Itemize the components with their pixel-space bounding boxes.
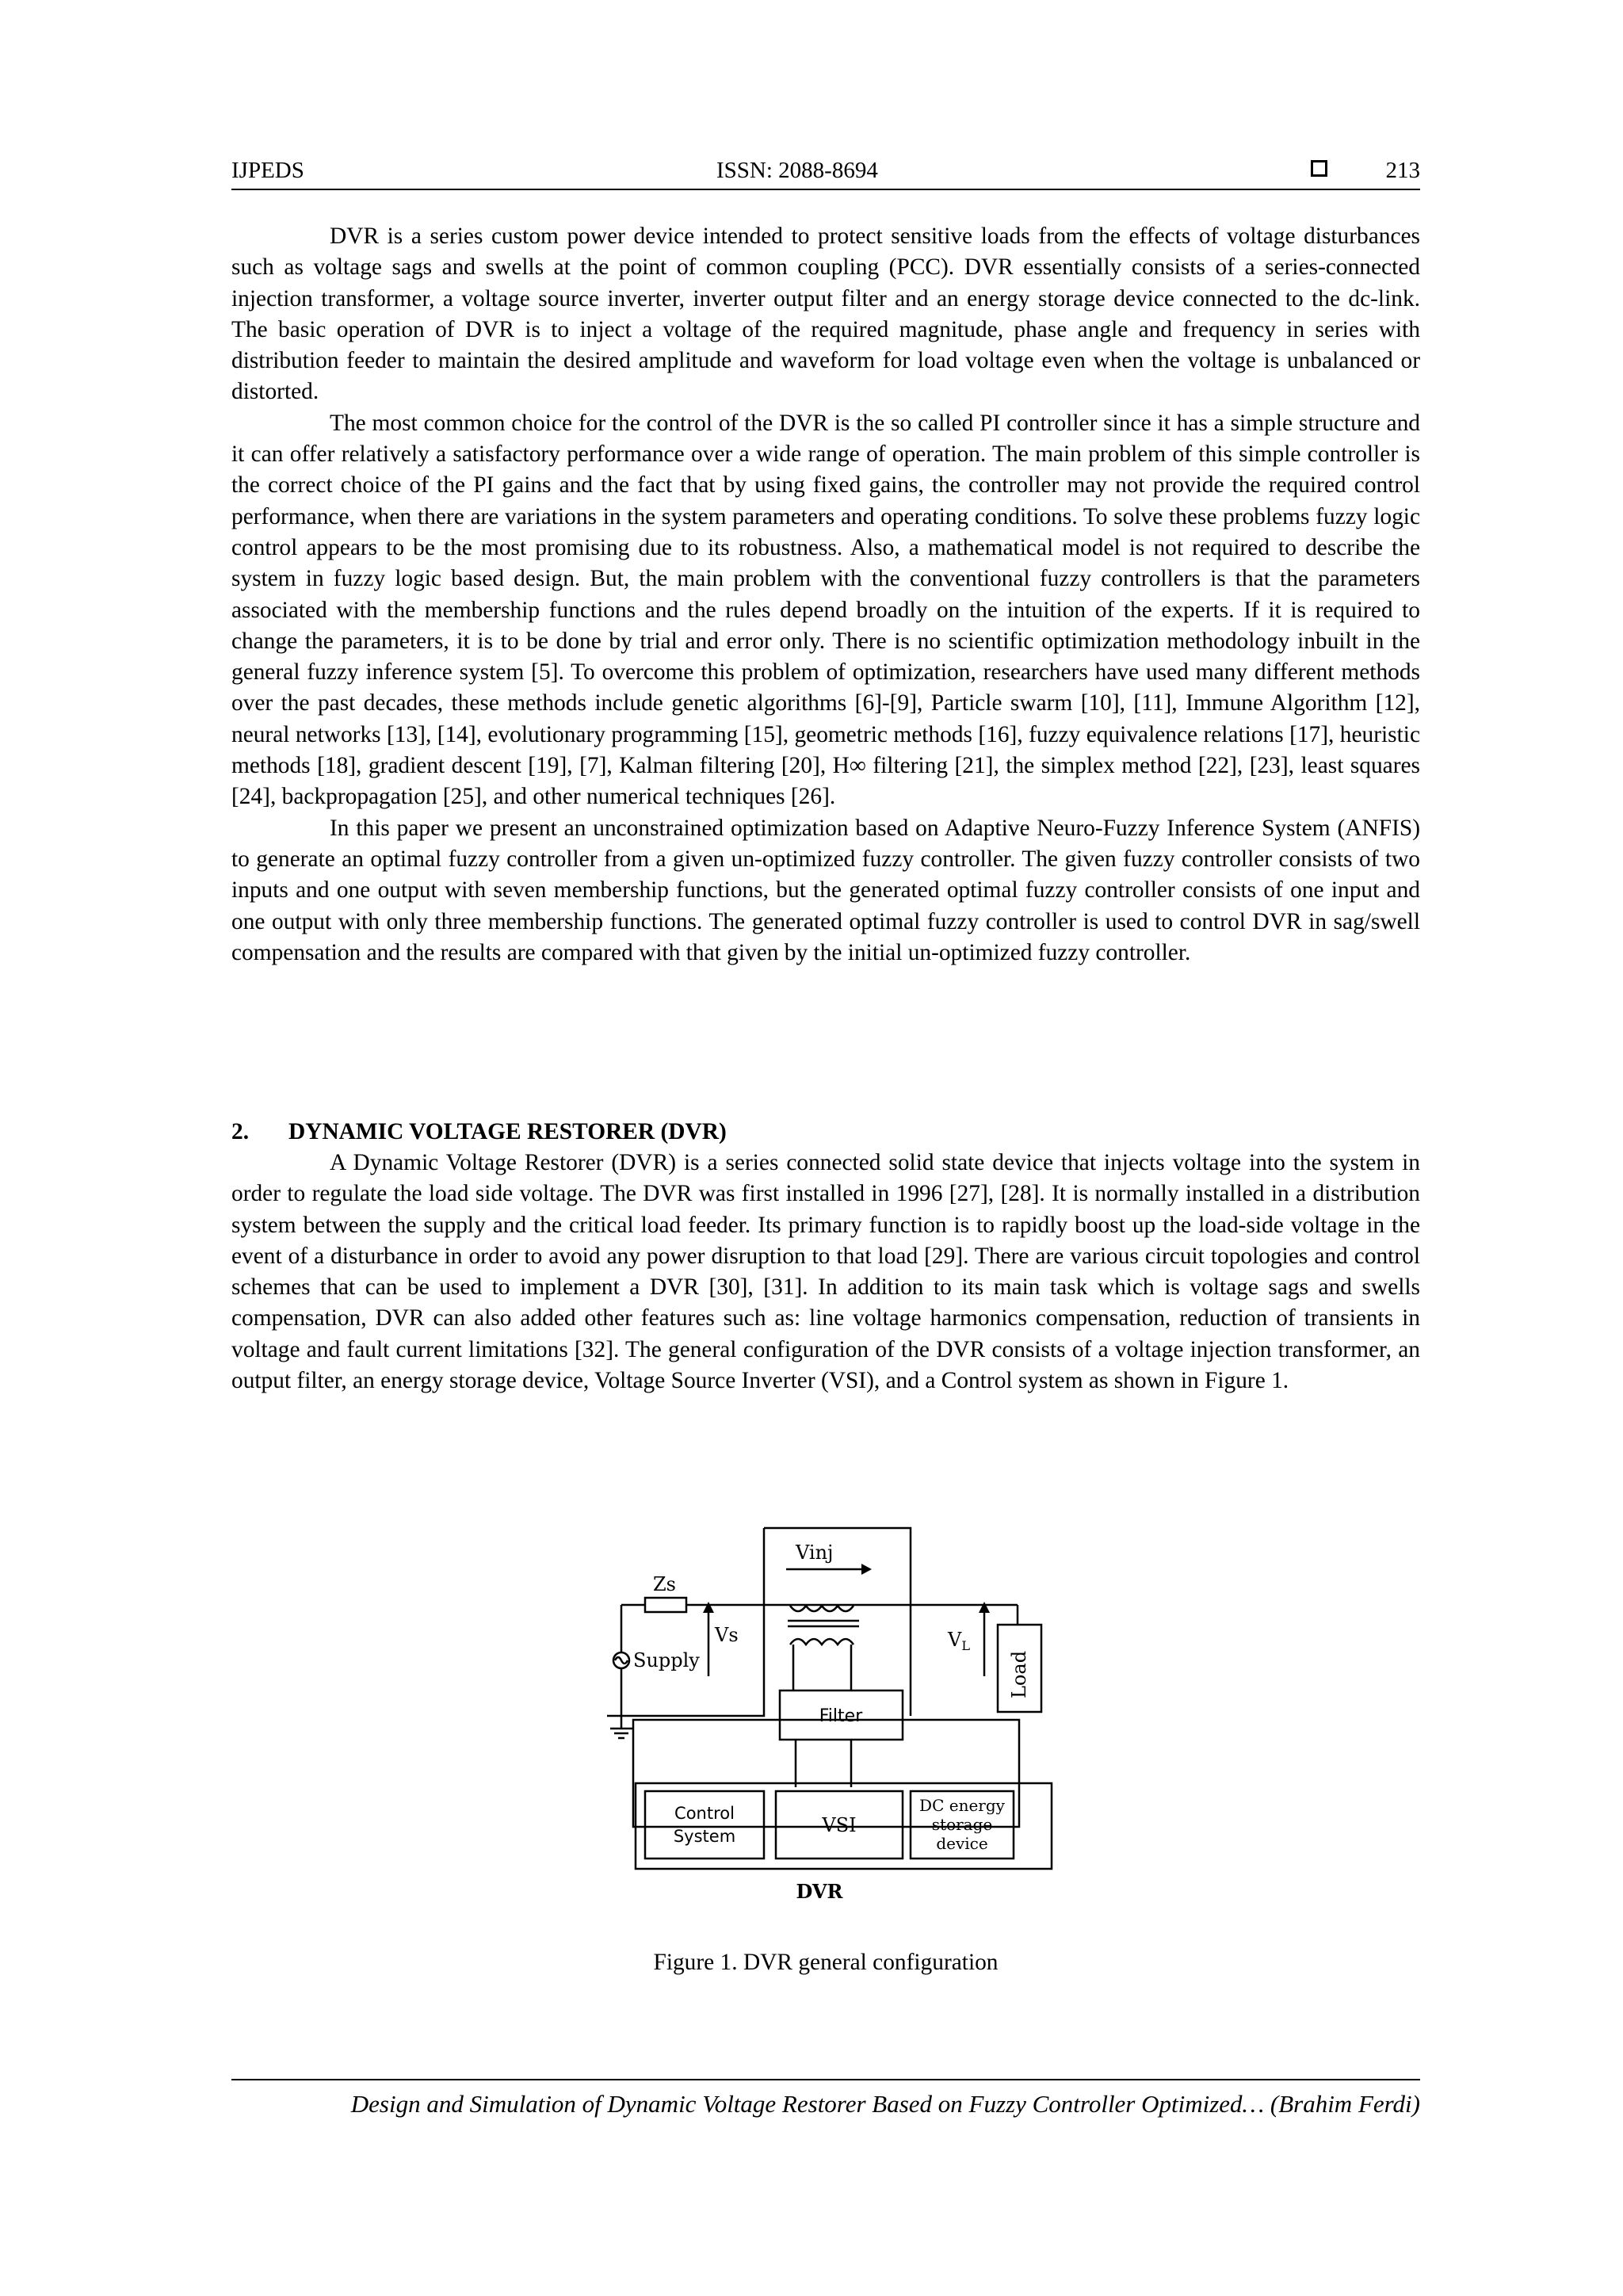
issn: ISSN: 2088-8694 <box>716 158 878 183</box>
dc-label-line2: storage <box>931 1815 993 1834</box>
arrowhead-icon <box>703 1602 714 1613</box>
zs-label: Zs <box>653 1573 676 1595</box>
paragraph: A Dynamic Voltage Restorer (DVR) is a series connected solid state device that injects voltage into the system in order to regulate the load side voltage. The DVR was first installed in 1996 [27], [28]. It is normally installed in a distribution system between the supply and the critical load feeder. Its primary function is to rapidly boost up the load-side voltage in the event of a disturbance in order to avoid any power disruption to that load [29]. There are various circuit topologies and control schemes that can be used to implement a DVR [30], [31]. In addition to its main task which is voltage sags and swells compensation, DVR can also added other features such as: line voltage harmonics compensation, reduction of transients in voltage and fault current limitations [32]. The general configuration of the DVR consists of a voltage injection transformer, an output filter, an energy storage device, Voltage Source Inverter (VSI), and a Control system as shown in Figure 1. <box>231 1150 1420 1394</box>
running-header <box>231 152 1420 190</box>
page-number: 213 <box>1385 158 1420 183</box>
running-footer: Design and Simulation of Dynamic Voltage Restorer Based on Fuzzy Controller Optimized… (Brahim Ferdi) <box>231 2079 1420 2120</box>
vsi-label: VSI <box>822 1814 857 1836</box>
zs-impedance <box>645 1598 686 1612</box>
intro-text <box>231 221 1420 968</box>
control-label-line1: Control <box>674 1804 735 1823</box>
section-title: DYNAMIC VOLTAGE RESTORER (DVR) <box>288 1119 727 1144</box>
filter-label: Filter <box>819 1706 863 1726</box>
journal-name: IJPEDS <box>231 158 304 183</box>
paragraph: In this paper we present an unconstrained optimization based on Adaptive Neuro-Fuzzy Inference System (ANFIS) to generate an optimal fuzzy controller from a given un-optimized fuzzy controller. The given fuzzy controller consists of two inputs and one output with seven membership functions, but the generated optimal fuzzy controller consists of one input and one output with only three membership functions. The generated optimal fuzzy controller is used to control DVR in sag/swell compensation and the results are compared with that given by the initial un-optimized fuzzy controller. <box>231 815 1420 965</box>
dc-label-line3: device <box>936 1834 988 1853</box>
load-label: Load <box>1008 1650 1030 1698</box>
checkbox-square-icon <box>1311 160 1327 177</box>
sine-wave-icon <box>615 1657 628 1664</box>
dvr-boundary <box>764 1528 911 1716</box>
arrowhead-icon <box>861 1564 872 1575</box>
transformer-primary-coil <box>790 1606 854 1611</box>
dvr-circuit-diagram <box>598 1526 1057 1922</box>
dvr-configuration-figure <box>598 1526 1057 1922</box>
transformer-secondary-coil <box>790 1639 854 1645</box>
vs-label: Vs <box>715 1624 739 1646</box>
paragraph: The most common choice for the control of the DVR is the so called PI controller since it has a simple structure and it can offer relatively a satisfactory performance over a wide range of operation. The main problem of this simple controller is the correct choice of the PI gains and the fact that by using fixed gains, the controller may not provide the required control performance, when there are variations in the system parameters and operating conditions. To solve these problems fuzzy logic control appears to be the most promising due to its robustness. Also, a mathematical model is not required to describe the system in fuzzy logic based design. But, the main problem with the conventional fuzzy controllers is that the parameters associated with the membership functions and the rules depend broadly on the intuition of the experts. If it is required to change the parameters, it is to be done by trial and error only. There is no scientific optimization methodology inbuilt in the general fuzzy inference system [5]. To overcome this problem of optimization, researchers have used many different methods over the past decades, these methods include genetic algorithms [6]-[9], Particle swarm [10], [11], Immune Algorithm [12], neural networks [13], [14], evolutionary programming [15], geometric methods [16], fuzzy equivalence relations [17], heuristic methods [18], gradient descent [19], [7], Kalman filtering [20], H∞ filtering [21], the simplex method [22], [23], least squares [24], backpropagation [25], and other numerical techniques [26]. <box>231 410 1420 810</box>
control-system-box <box>645 1791 764 1859</box>
vl-label: $V_L$ <box>948 1629 970 1653</box>
control-label-line2: System <box>673 1827 736 1846</box>
figure-caption: Figure 1. DVR general configuration <box>653 1950 999 1975</box>
vinj-label: Vinj <box>796 1541 834 1564</box>
section-heading <box>231 1117 727 1148</box>
arrowhead-icon <box>979 1602 990 1613</box>
dc-label-line1: DC energy <box>919 1796 1005 1815</box>
section-text <box>231 1148 1420 1396</box>
dvr-label: DVR <box>796 1880 843 1903</box>
supply-label: Supply <box>633 1649 700 1671</box>
paragraph: DVR is a series custom power device intended to protect sensitive loads from the effects of voltage disturbances such as voltage sags and swells at the point of common coupling (PCC). DVR essentially consists of a series-connected injection transformer, a voltage source inverter, inverter output filter and an energy storage device connected to the dc-link. The basic operation of DVR is to inject a voltage of the required magnitude, phase angle and frequency in series with distribution feeder to maintain the desired amplitude and waveform for load voltage even when the voltage is unbalanced or distorted. <box>231 223 1420 405</box>
section-number: 2. <box>231 1119 250 1144</box>
